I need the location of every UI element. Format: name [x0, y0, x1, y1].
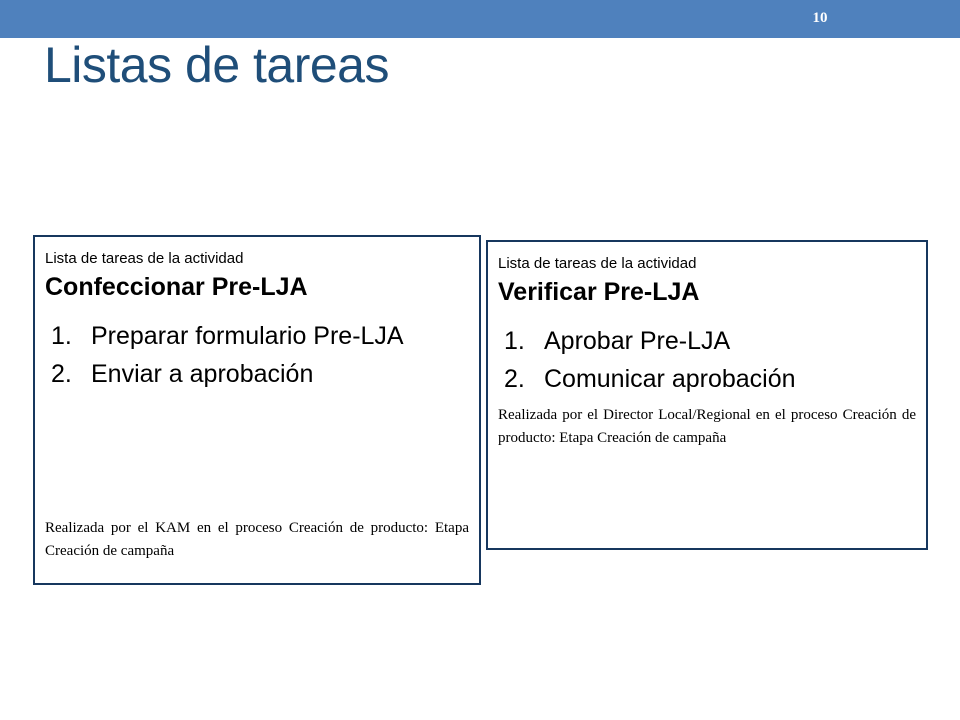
- task-text: Aprobar Pre-LJA: [544, 327, 731, 355]
- task-item: [45, 359, 469, 389]
- box-note: Realizada por el KAM en el proceso Creación de producto: Etapa Creación de campaña: [45, 520, 469, 559]
- task-item: [45, 321, 469, 351]
- page-number: 10: [812, 10, 828, 26]
- task-item: [498, 326, 916, 356]
- task-number: 2.: [51, 360, 72, 388]
- box-caption: Lista de tareas de la actividad: [45, 250, 244, 267]
- task-text: Preparar formulario Pre-LJA: [91, 322, 404, 350]
- box-note: Realizada por el Director Local/Regional en el proceso Creación de producto: Etapa Creación de campaña: [498, 407, 916, 446]
- task-list: [45, 321, 469, 389]
- task-list-box-verificar: [486, 240, 928, 550]
- task-number: 1.: [504, 327, 525, 355]
- slide-title: Listas de tareas: [44, 37, 389, 93]
- task-list-box-confeccionar: [33, 235, 481, 585]
- task-number: 2.: [504, 365, 525, 393]
- box-caption: Lista de tareas de la actividad: [498, 255, 697, 272]
- task-item: [498, 364, 916, 394]
- task-list: [498, 326, 916, 394]
- box-heading: Verificar Pre-LJA: [498, 278, 700, 306]
- task-text: Enviar a aprobación: [91, 360, 314, 388]
- box-heading: Confeccionar Pre-LJA: [45, 273, 308, 301]
- task-text: Comunicar aprobación: [544, 365, 796, 393]
- task-number: 1.: [51, 322, 72, 350]
